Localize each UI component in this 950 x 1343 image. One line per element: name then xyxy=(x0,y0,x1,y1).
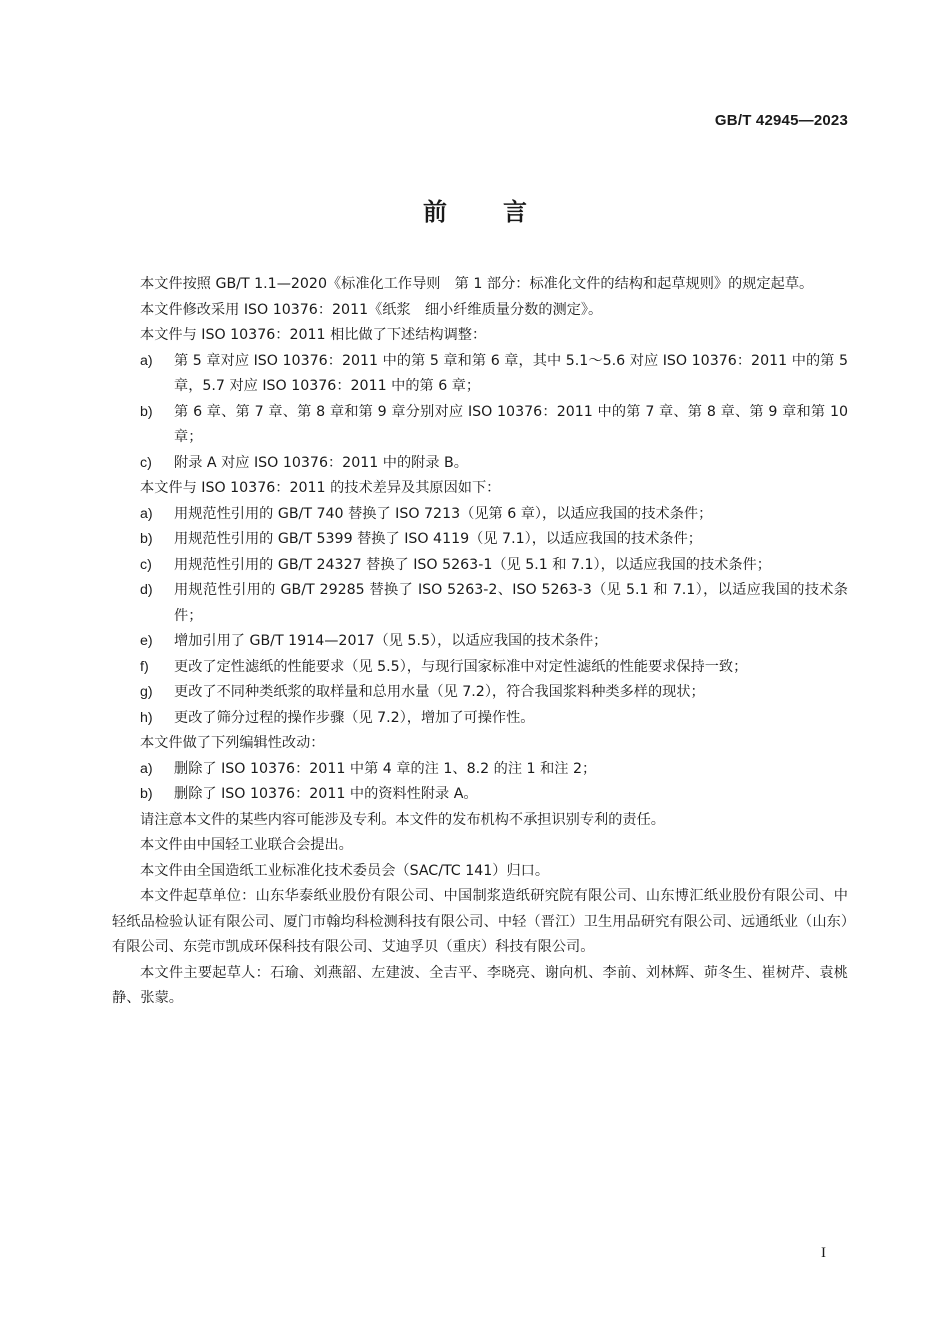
item-marker: b) xyxy=(140,531,153,547)
editorial-intro: 本文件做了下列编辑性改动： xyxy=(140,735,325,751)
intro-paragraph: 本文件与 ISO 10376：2011 相比做了下述结构调整： xyxy=(140,327,487,343)
item-marker: c) xyxy=(140,556,152,573)
item-marker: f) xyxy=(140,658,149,675)
tech-diff-item xyxy=(112,527,848,553)
editorial-item xyxy=(112,782,848,808)
item-marker: b) xyxy=(140,403,153,420)
structure-item xyxy=(112,349,848,400)
tech-diff-intro: 本文件与 ISO 10376：2011 的技术差异及其原因如下： xyxy=(140,480,501,496)
tech-diff-item xyxy=(112,629,848,655)
item-text: 更改了定性滤纸的性能要求（见 5.5），与现行国家标准中对定性滤纸的性能要求保持一致； xyxy=(174,658,748,675)
item-text: 增加引用了 GB/T 1914—2017（见 5.5），以适应我国的技术条件； xyxy=(174,633,608,649)
item-text: 用规范性引用的 GB/T 24327 替换了 ISO 5263-1（见 5.1 和 7.1），以适应我国的技术条件； xyxy=(174,556,771,573)
page-number: I xyxy=(821,1245,826,1261)
committee-paragraph: 本文件由全国造纸工业标准化技术委员会（SAC/TC 141）归口。 xyxy=(140,862,550,879)
item-marker: a) xyxy=(140,352,153,369)
title-char-2: 言 xyxy=(503,198,527,226)
item-marker: g) xyxy=(140,684,153,700)
tech-diff-item xyxy=(112,502,848,528)
item-text: 更改了筛分过程的操作步骤（见 7.2），增加了可操作性。 xyxy=(174,709,535,726)
tech-diff-item xyxy=(112,578,848,629)
tech-diff-item xyxy=(112,553,848,579)
item-marker: d) xyxy=(140,582,153,598)
item-text: 删除了 ISO 10376：2011 中的资料性附录 A。 xyxy=(174,786,478,802)
item-text: 用规范性引用的 GB/T 740 替换了 ISO 7213（见第 6 章），以适应我国的技术条件； xyxy=(174,505,713,522)
item-text: 附录 A 对应 ISO 10376：2011 中的附录 B。 xyxy=(174,454,468,471)
item-marker: b) xyxy=(140,786,153,802)
item-marker: e) xyxy=(140,633,153,649)
patent-notice: 请注意本文件的某些内容可能涉及专利。本文件的发布机构不承担识别专利的责任。 xyxy=(140,811,665,828)
tech-diff-item xyxy=(112,706,848,732)
item-marker: a) xyxy=(140,760,153,777)
editorial-item xyxy=(112,757,848,783)
item-text: 用规范性引用的 GB/T 29285 替换了 ISO 5263-2、ISO 5263-3（见 5.1 和 7.1），以适应我国的技术条件； xyxy=(174,582,848,624)
item-text: 更改了不同种类纸浆的取样量和总用水量（见 7.2），符合我国浆料种类多样的现状； xyxy=(174,684,705,700)
page-title xyxy=(0,192,950,227)
item-marker: h) xyxy=(140,709,153,726)
drafters-paragraph: 本文件主要起草人：石瑜、刘燕韶、左建波、全吉平、李晓亮、谢向机、李前、刘林辉、茆冬生、崔树芹、袁桃静、张蒙。 xyxy=(112,964,848,1006)
foreword-body xyxy=(112,272,848,1012)
tech-diff-item xyxy=(112,655,848,681)
item-marker: a) xyxy=(140,505,153,522)
structure-item xyxy=(112,400,848,451)
proposer-paragraph: 本文件由中国轻工业联合会提出。 xyxy=(140,837,353,853)
intro-paragraph: 本文件修改采用 ISO 10376：2011《纸浆 细小纤维质量分数的测定》。 xyxy=(140,301,603,318)
tech-diff-item xyxy=(112,680,848,706)
standard-code: GB/T 42945—2023 xyxy=(714,112,848,129)
title-char-1: 前 xyxy=(423,198,447,226)
item-text: 删除了 ISO 10376：2011 中第 4 章的注 1、8.2 的注 1 和注 2； xyxy=(174,760,597,777)
intro-paragraph: 本文件按照 GB/T 1.1—2020《标准化工作导则 第 1 部分：标准化文件的结构和起草规则》的规定起草。 xyxy=(140,276,814,292)
item-text: 第 6 章、第 7 章、第 8 章和第 9 章分别对应 ISO 10376：2011 中的第 7 章、第 8 章、第 9 章和第 10 章； xyxy=(174,403,848,445)
structure-item xyxy=(112,451,848,477)
item-text: 第 5 章对应 ISO 10376：2011 中的第 5 章和第 6 章，其中 5.1～5.6 对应 ISO 10376：2011 中的第 5 章，5.7 对应 ISO 10376：2011 中的第 6 章； xyxy=(174,352,848,394)
drafting-units-paragraph: 本文件起草单位：山东华泰纸业股份有限公司、中国制浆造纸研究院有限公司、山东博汇纸业股份有限公司、中轻纸品检验认证有限公司、厦门市翰均科检测科技有限公司、中轻（晋江）卫生用品研究有限公司、远通纸业（山东）有限公司、东莞市凯成环保科技有限公司、艾迪孚贝（重庆）科技有限公司。 xyxy=(112,888,848,955)
item-marker: c) xyxy=(140,454,152,471)
item-text: 用规范性引用的 GB/T 5399 替换了 ISO 4119（见 7.1），以适应我国的技术条件； xyxy=(174,531,702,547)
